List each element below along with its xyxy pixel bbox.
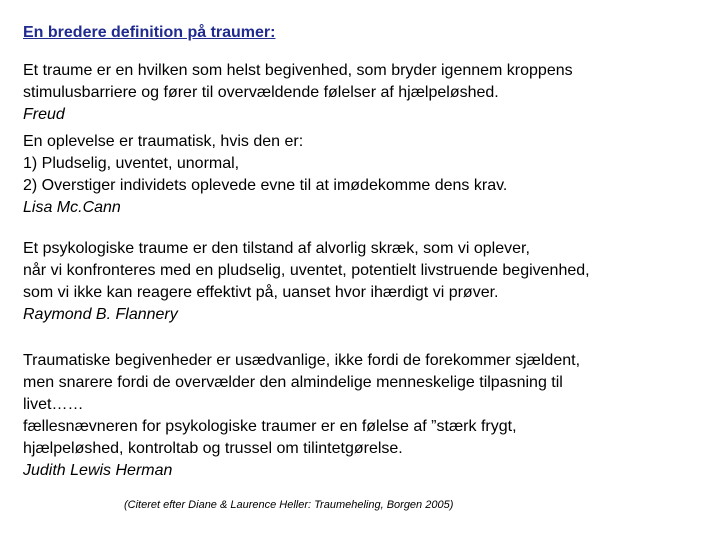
definition-line: Et psykologiske traume er den tilstand af alvorlig skræk, som vi oplever,	[23, 240, 530, 257]
definition-line: En oplevelse er traumatisk, hvis den er:	[23, 133, 304, 150]
source-citation: (Citeret efter Diane & Laurence Heller: Traumeheling, Borgen 2005)	[124, 499, 454, 511]
definition-freud	[23, 60, 703, 126]
definition-line: som vi ikke kan reagere effektivt på, uanset hvor ihærdigt vi prøver.	[23, 284, 499, 301]
definition-herman	[23, 350, 703, 482]
definition-line: Et traume er en hvilken som helst begivenhed, som bryder igennem kroppens	[23, 62, 573, 79]
definition-line: Traumatiske begivenheder er usædvanlige, ikke fordi de forekommer sjældent,	[23, 352, 581, 369]
definition-line: men snarere fordi de overvælder den almindelige menneskelige tilpasning til	[23, 374, 563, 391]
definition-line: livet……	[23, 396, 84, 413]
definition-line: 1) Pludselig, uventet, unormal,	[23, 155, 240, 172]
definition-line: fællesnævneren for psykologiske traumer er en følelse af ”stærk frygt,	[23, 418, 517, 435]
definition-line: 2) Overstiger individets oplevede evne til at imødekomme dens krav.	[23, 177, 508, 194]
definition-line: stimulusbarriere og fører til overvældende følelser af hjælpeløshed.	[23, 84, 499, 101]
definition-line: når vi konfronteres med en pludselig, uventet, potentielt livstruende begivenhed,	[23, 262, 590, 279]
definition-flannery	[23, 238, 703, 326]
author-name: Judith Lewis Herman	[23, 462, 173, 479]
page-title: En bredere definition på traumer:	[23, 24, 276, 41]
definition-mccann	[23, 131, 703, 219]
author-name: Raymond B. Flannery	[23, 306, 178, 323]
definition-line: hjælpeløshed, kontroltab og trussel om tilintetgørelse.	[23, 440, 403, 457]
author-name: Lisa Mc.Cann	[23, 199, 121, 216]
author-name: Freud	[23, 106, 65, 123]
